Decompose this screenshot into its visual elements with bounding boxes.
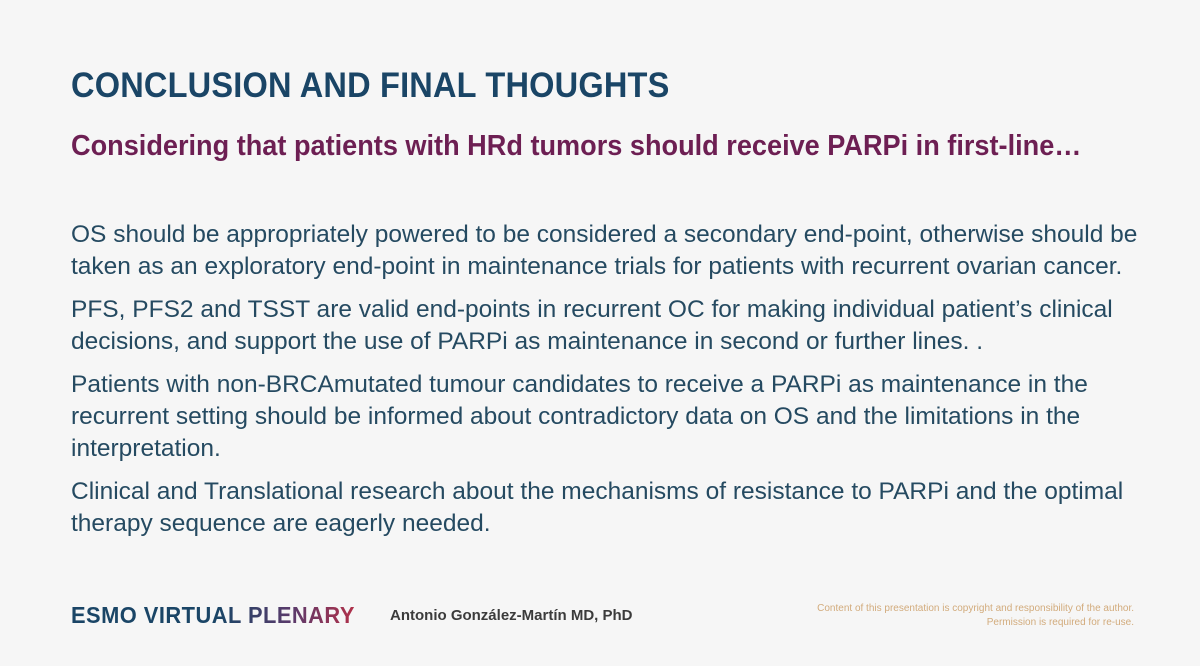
presenter-name: Antonio González-Martín MD, PhD (390, 607, 633, 624)
copyright-line-2: Permission is required for re-use. (986, 617, 1134, 628)
conclusion-point: PFS, PFS2 and TSST are valid end-points in recurrent OC for making individual patient’s clinical decisions, and support the use of PARPi as maintenance in second or further lines. . (71, 296, 1113, 355)
conclusion-points-list (71, 219, 1151, 551)
conclusion-point: Patients with non-BRCAmutated tumour candidates to receive a PARPi as maintenance in the recurrent setting should be informed about contradictory data on OS and the limitations in the interpretation. (71, 371, 1088, 462)
conclusion-point: OS should be appropriately powered to be considered a secondary end-point, otherwise should be taken as an exploratory end-point in maintenance trials for patients with recurrent ovarian cancer. (71, 221, 1138, 280)
slide-subtitle: Considering that patients with HRd tumors should receive PARPi in first-line… (71, 130, 1082, 162)
copyright-line-1: Content of this presentation is copyright and responsibility of the author. (817, 603, 1134, 614)
copyright-notice (817, 602, 1134, 630)
slide-title: CONCLUSION AND FINAL THOUGHTS (71, 66, 670, 105)
esmo-virtual-plenary-logo: ESMO VIRTUAL PLENARY (71, 602, 355, 628)
conclusion-point: Clinical and Translational research about the mechanisms of resistance to PARPi and the optimal therapy sequence are eagerly needed. (71, 478, 1124, 537)
